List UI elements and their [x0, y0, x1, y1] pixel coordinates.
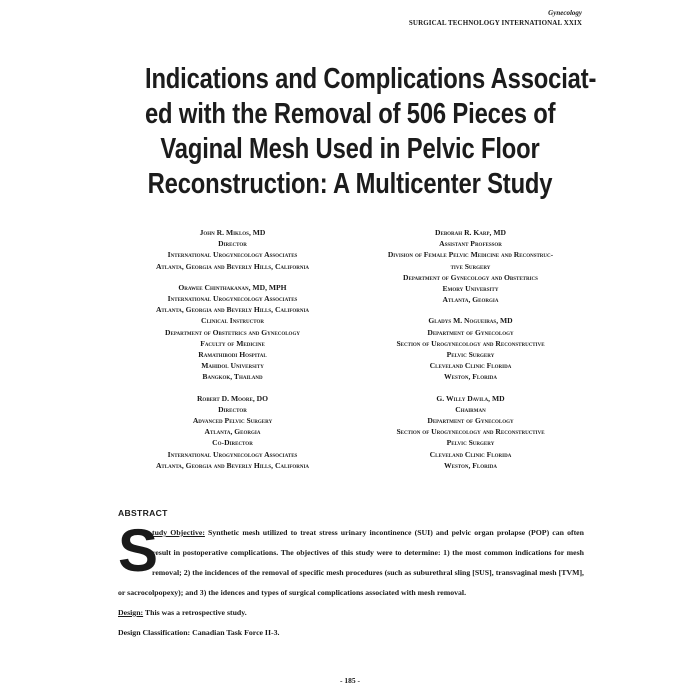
- design-text: This was a retrospective study.: [143, 608, 247, 617]
- author-affiliation-line: Division of Female Pelvic Medicine and Reconstruc-: [387, 250, 554, 260]
- author-affiliation-line: Department of Obstetrics and Gynecology: [165, 327, 300, 337]
- design-classification: Design Classification: Canadian Task Force II-3.: [118, 628, 280, 637]
- author-block: [358, 393, 583, 471]
- objective-label: tudy Objective:: [152, 528, 205, 537]
- author-affiliation-line: Section of Urogynecology and Reconstructive: [396, 338, 545, 348]
- author-affiliation-line: Director: [218, 239, 247, 249]
- author-name: G. Willy Davila, MD: [436, 393, 505, 403]
- author-affiliation-line: Pelvic Surgery: [446, 438, 495, 448]
- author-affiliation-line: Department of Gynecology and Obstetrics: [403, 272, 538, 282]
- abstract-heading: ABSTRACT: [118, 508, 168, 518]
- author-affiliation-line: International Urogynecology Associates: [167, 449, 298, 459]
- author-block: [125, 282, 340, 383]
- author-affiliation-line: Atlanta, Georgia and Beverly Hills, California: [155, 261, 310, 271]
- author-affiliation-line: Emory University: [442, 284, 499, 294]
- author-affiliation-line: Atlanta, Georgia: [204, 427, 261, 437]
- design-label: Design:: [118, 608, 144, 617]
- author-affiliation-line: Mahidol University: [201, 361, 264, 371]
- author-affiliation-line: Atlanta, Georgia and Beverly Hills, California: [155, 305, 310, 315]
- author-affiliation-line: Pelvic Surgery: [446, 350, 495, 360]
- author-affiliation-line: Weston, Florida: [444, 372, 497, 382]
- running-header: [409, 8, 582, 28]
- authors-right-column: [358, 227, 583, 481]
- author-affiliation-line: Assistant Professor: [439, 239, 502, 249]
- drop-cap: S: [118, 517, 159, 584]
- author-block: [125, 393, 340, 471]
- page-number: - 185 -: [340, 676, 360, 685]
- title-line: Indications and Complications Associat-: [145, 63, 597, 95]
- author-affiliation-line: Atlanta, Georgia and Beverly Hills, California: [155, 460, 310, 470]
- author-name: Orawee Chinthakanan, MD, MPH: [178, 282, 287, 292]
- author-affiliation-line: Atlanta, Georgia: [442, 295, 499, 305]
- author-affiliation-line: Weston, Florida: [444, 460, 497, 470]
- title-line: ed with the Removal of 506 Pieces of: [145, 98, 556, 130]
- author-affiliation-line: Department of Gynecology: [427, 416, 514, 426]
- author-affiliation-line: Section of Urogynecology and Reconstructive: [396, 427, 545, 437]
- title-line: Reconstruction: A Multicenter Study: [147, 168, 553, 200]
- author-affiliation-line: Co-Director: [212, 438, 253, 448]
- design-paragraph: [118, 603, 584, 623]
- abstract: [118, 507, 584, 643]
- author-affiliation-line: Cleveland Clinic Florida: [429, 449, 512, 459]
- author-affiliation-line: Ramathibodi Hospital: [198, 350, 267, 360]
- journal-name: SURGICAL TECHNOLOGY INTERNATIONAL XXIX: [408, 19, 582, 27]
- author-affiliation-line: tive Surgery: [450, 261, 491, 271]
- author-affiliation-line: Department of Gynecology: [427, 327, 514, 337]
- author-affiliation-line: Director: [218, 404, 247, 414]
- author-name: John R. Miklos, MD: [199, 228, 266, 237]
- author-affiliation-line: International Urogynecology Associates: [167, 294, 298, 304]
- author-affiliation-line: Chairman: [455, 404, 486, 414]
- author-affiliation-line: Cleveland Clinic Florida: [429, 361, 512, 371]
- author-affiliation-line: Clinical Instructor: [200, 316, 265, 326]
- author-affiliation-line: International Urogynecology Associates: [167, 250, 298, 260]
- section-label: Gynecology: [548, 9, 582, 17]
- author-block: [358, 315, 583, 382]
- author-affiliation-line: Advanced Pelvic Surgery: [192, 416, 273, 426]
- author-block: [358, 227, 583, 305]
- author-name: Gladys M. Nogueiras, MD: [428, 316, 513, 326]
- author-affiliation-line: Bangkok, Thailand: [202, 372, 263, 382]
- study-objective-paragraph: [118, 517, 584, 603]
- objective-text: Synthetic mesh utilized to treat stress urinary incontinence (SUI) and pelvic organ prolapse (POP) can often result in postoperative complications. The objectives of this study were to determine: 1) the most common indications for mesh removal; 2) the incidences of the removal of specific mesh procedures (such as suburethral sling [SUS], transvaginal mesh [TVM], or sacrocolpopexy); and 3) the idences and types of surgical complications associated with mesh removal.: [118, 528, 584, 597]
- author-affiliation-line: Faculty of Medicine: [200, 338, 265, 348]
- author-block: [125, 227, 340, 272]
- author-name: Robert D. Moore, DO: [196, 393, 269, 403]
- title-line: Vaginal Mesh Used in Pelvic Floor: [160, 133, 540, 165]
- article-title: [145, 62, 597, 202]
- authors-left-column: [125, 227, 340, 481]
- author-name: Deborah R. Karp, MD: [435, 228, 506, 237]
